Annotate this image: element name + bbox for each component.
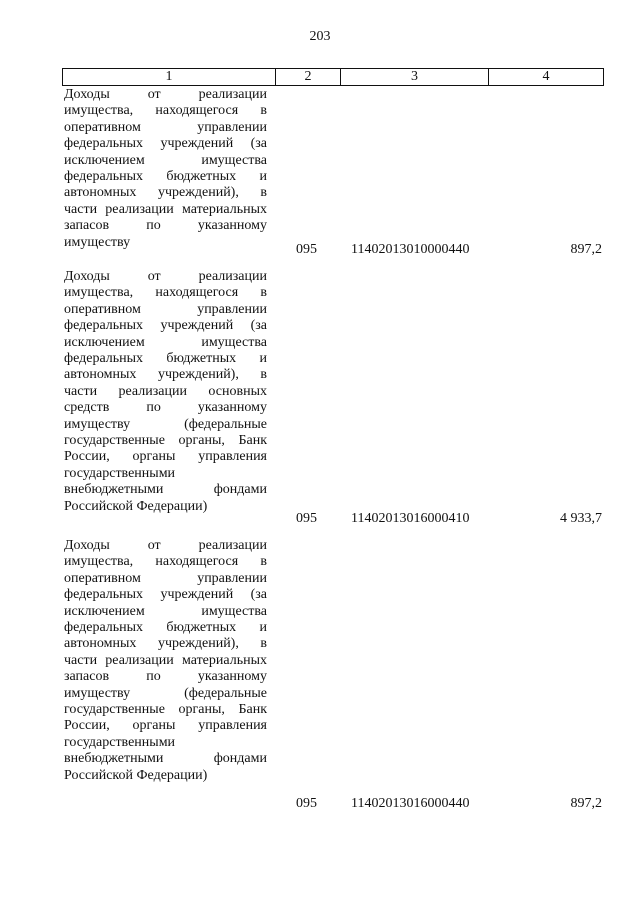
row-admin-code: 095 bbox=[296, 242, 317, 257]
page-number: 203 bbox=[309, 29, 331, 44]
header-col-3: 3 bbox=[341, 69, 489, 85]
row-admin-code: 095 bbox=[296, 511, 317, 526]
header-col-4: 4 bbox=[542, 69, 550, 84]
table-row bbox=[62, 87, 604, 262]
row-budget-code: 11402013010000440 bbox=[351, 242, 470, 257]
header-col-1: 1 bbox=[63, 69, 276, 85]
table-row bbox=[62, 269, 604, 531]
header-col-2: 2 bbox=[276, 69, 341, 85]
row-description: Доходы от реализации имущества, находящегося в оперативном управлении федеральных учреждений (за исключением имущества федеральных бюджетных и автономных учреждений), в части реализации материальных запасов по указанному имуществу (федеральные государственные органы, Банк России, органы управления государственными внебюджетными фондами Российской Федерации) bbox=[64, 538, 267, 783]
row-amount: 897,2 bbox=[570, 796, 602, 811]
row-amount: 4 933,7 bbox=[560, 511, 602, 526]
row-admin-code: 095 bbox=[296, 796, 317, 811]
table-row bbox=[62, 538, 604, 828]
table-header bbox=[62, 68, 604, 86]
row-budget-code: 11402013016000410 bbox=[351, 511, 470, 526]
row-description: Доходы от реализации имущества, находящегося в оперативном управлении федеральных учреждений (за исключением имущества федеральных бюджетных и автономных учреждений), в части реализации материальных запасов по указанному имуществу bbox=[64, 87, 267, 250]
row-amount: 897,2 bbox=[570, 242, 602, 257]
row-budget-code: 11402013016000440 bbox=[351, 796, 470, 811]
row-description: Доходы от реализации имущества, находящегося в оперативном управлении федеральных учреждений (за исключением имущества федеральных бюджетных и автономных учреждений), в части реализации основных средств по указанному имуществу (федеральные государственные органы, Банк России, органы управления государственными внебюджетными фондами Российской Федерации) bbox=[64, 269, 267, 514]
